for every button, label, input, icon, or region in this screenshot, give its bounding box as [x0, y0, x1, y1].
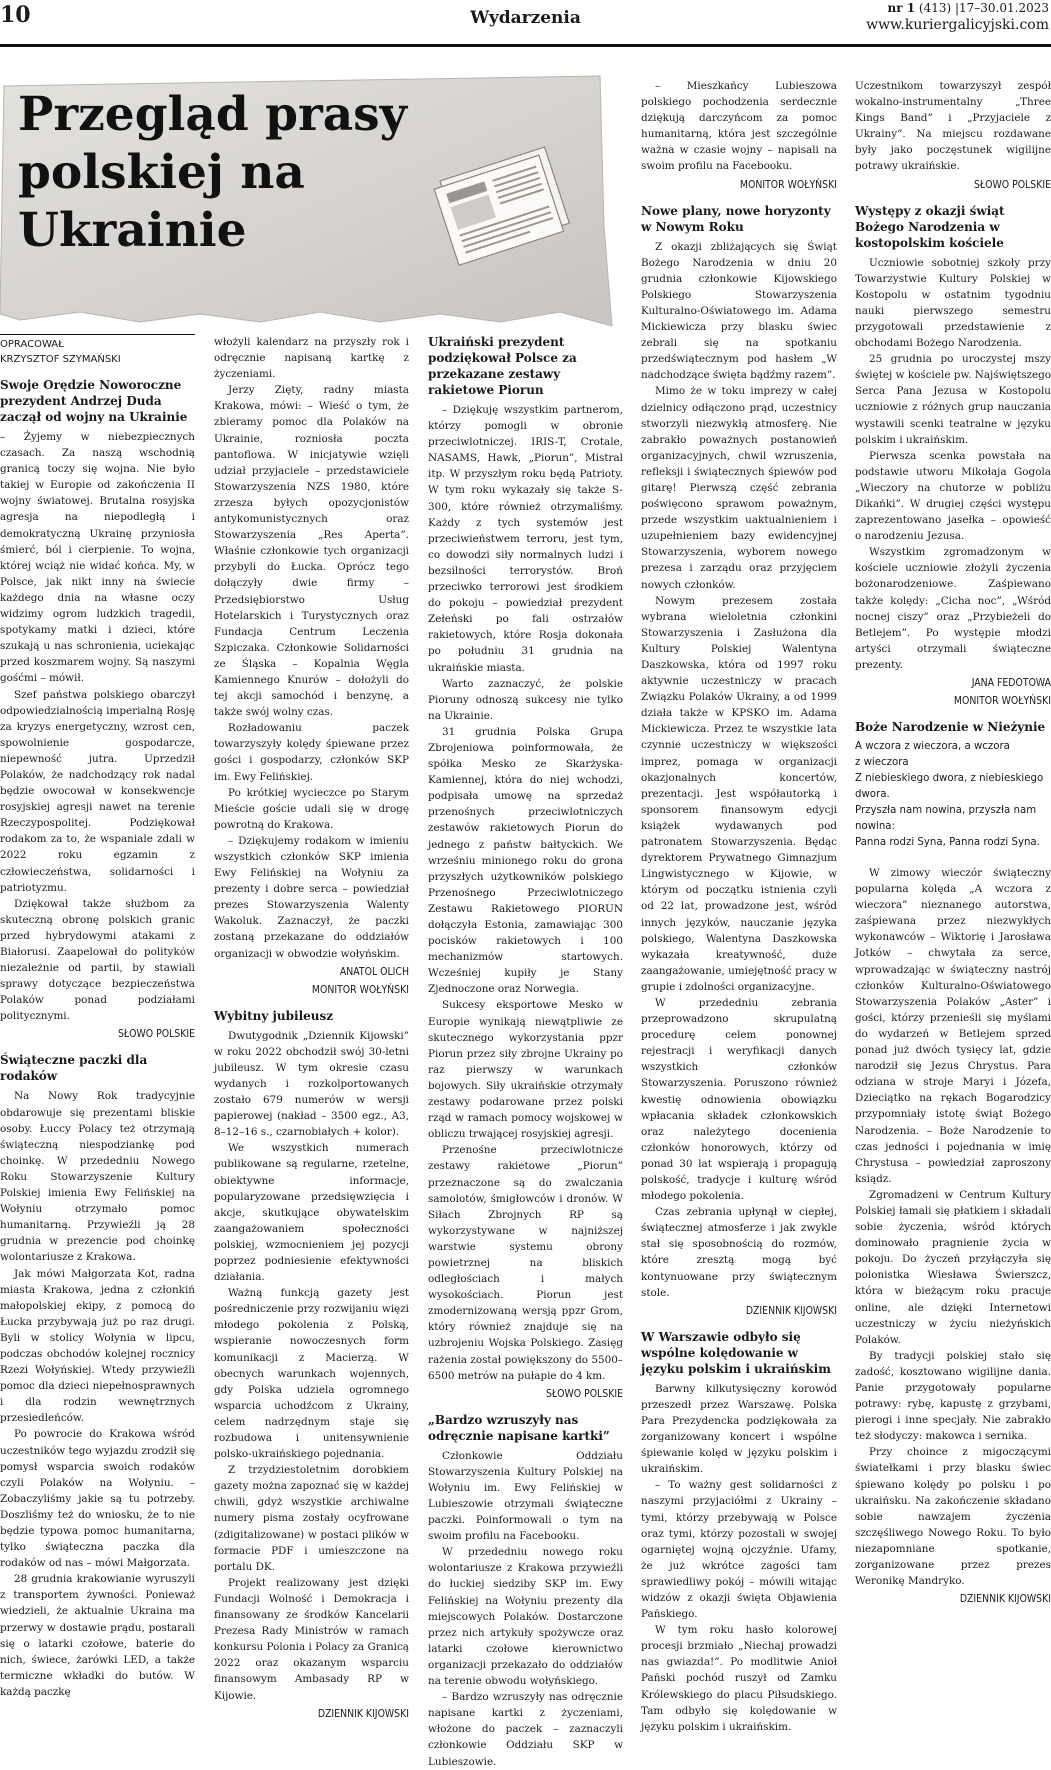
paragraph: Z trzydziestoletnim dorobkiem gazety można zapoznać się w każdej chwili, gdyż wszystkie archiwalne numery pisma zostały ocyfrowane (zdigitalizowane) w postaci plików w formacie PDF i umieszczone na portalu DK.: [214, 1464, 409, 1573]
source-signature: SŁOWO POLSKIE: [117, 1028, 195, 1041]
poem-line: Panna rodzi Syna, Panna rodzi Syna.: [855, 837, 1040, 848]
article-title: W Warszawie odbyło się wspólne kolędowanie w języku polskim i ukraińskim: [641, 1329, 831, 1376]
byline-author: KRZYSZTOF SZYMAŃSKI: [0, 354, 121, 365]
paragraph: Warto zaznaczyć, że polskie Pioruny odnoszą sukcesy nie tylko na Ukrainie.: [428, 677, 623, 722]
article-title: Nowe plany, nowe horyzonty w Nowym Roku: [641, 203, 831, 234]
issue-number: nr 1: [887, 1, 916, 15]
paragraph: Zgromadzeni w Centrum Kultury Polskiej łamali się płatkiem i składali sobie życzenia, wśród których dominowało pragnienie życia w pokoju. Do życzeń przyłączyła się polonistka Wiesława Świerszcz, która w bieżącym roku pracuje online, ale dzięki Internetowi uczestniczy w życiu nieżyńskich Polaków.: [855, 1188, 1051, 1346]
article-title: Wybitny jubileusz: [214, 1008, 334, 1023]
column-2: [214, 334, 409, 1720]
paragraph: Pierwsza scenka powstała na podstawie utworu Mikołaja Gogola „Wieczory na chutorze w pobliżu Dikańki”. W drugiej części występu zaprezentowano jasełka – opowieść o narodzeniu Jezusa.: [855, 449, 1051, 543]
paragraph: Dziękował także służbom za skuteczną obronę polskich granic przed hybrydowymi atakami z Białorusi. Zaapelował do polityków niezależnie od partii, by stawiali sprawy dotyczące bezpieczeństwa Polaków ponad podziałami politycznymi.: [0, 897, 195, 1023]
source-signature: MONITOR WOŁYŃSKI: [739, 178, 837, 191]
article-title: Ukraiński prezydent podziękował Polsce za przekazane zestawy rakietowe Piorun: [428, 335, 577, 397]
paragraph: Nowym prezesem została wybrana wieloletnia członkini Stowarzyszenia i Zasłużona dla Kultury Polskiej Walentyna Daszkowska, która od 1997 roku aktywnie uczestniczy w pracach Związku Polaków Ukrainy, a od 1999 działa także w KPSKO im. Adama Mickiewicza. Przez te wszystkie lata czynnie uczestniczy w większości imprez, pomaga w organizacji okazjonalnych koncertów, prezentacji. Jest współautorką i sponsorem finansowym edycji książek wydawanych pod patronatem Stowarzyszenia. Będąc dyrektorem Prywatnego Gimnazjum Lingwistycznego w Kijowie, w którym od początku istnienia czyli od 22 lat, prowadzone jest, wśród innych języków, nauczanie języka polskiego, Walentyna Daszkowska wykazała kreatywność, duże zaangażowanie, umiejętność pracy w grupie i zdolności organizacyjne.: [641, 594, 837, 993]
column-5: [855, 78, 1051, 1634]
paragraph: Barwny kilkutysięczny korowód przeszedł przez Warszawę. Polska Para Prezydencka podziękowała za zorganizowany koncert i wspólne śpiewanie kolęd w języku polskim i ukraińskim.: [641, 1382, 837, 1476]
paragraph: Czas zebrania upłynął w ciepłej, świątecznej atmosferze i jak zwykle stał się sposobnością do rozmów, które zresztą mogą być kontynuowane przy świątecznym stole.: [641, 1206, 837, 1299]
paragraph: Ważną funkcją gazety jest pośredniczenie przy rozwijaniu więzi młodego pokolenia z Polską, wspieranie nowoczesnych form komunikacji z Macierzą. W obecnych warunkach wojennych, gdy Polska udziela ogromnego wsparcia uchodźcom z Ukrainy, celem nadrzędnym staje się rozbudowa i unitensywnienie polsko-ukraińskiego pojednania.: [214, 1287, 409, 1461]
article-title: Świąteczne paczki dla rodaków: [0, 1053, 148, 1084]
paragraph: włożyli kalendarz na przyszły rok i odręcznie napisaną kartkę z życzeniami.: [214, 336, 409, 381]
article-title: Swoje Orędzie Noworoczne prezydent Andrzej Duda zaczął od wojny na Ukrainie: [0, 378, 188, 424]
paragraph: Rozładowaniu paczek towarzyszyły kolędy śpiewane przez gości i gospodarzy, członków SKP im. Ewy Felińskiej.: [214, 722, 409, 783]
byline-label: OPRACOWAŁ: [0, 339, 64, 350]
paragraph: Mimo że w toku imprezy w całej dzielnicy odłączono prąd, uczestnicy stworzyli niezwykłą atmosferę. Nie zabrakło poważnych postanowień organizacyjnych, chwil wzruszenia, refleksji i świątecznych śpiewów pod gitarę! Pierwszą część zebrania poświęcono sprawom poważnym, przede wszystkim uaktualnieniem i uzupełnieniem bazy ewidencyjnej Stowarzyszenia, wyborem nowego prezesa i zarządu oraz przyjęciem nowych członków.: [641, 385, 837, 591]
paragraph: Szef państwa polskiego obarczył odpowiedzialnością imperialną Rosję za kryzys energetyczny, wzrost cen, spowolnienie gospodarcze, niepewność jutra. Uprzedził Polaków, że nadchodzący rok nadal będzie owocował w konsekwencje rosyjskiej agresji nawet na terenie Rzeczypospolitej. Podziękował rodakom za to, że wspaniale zdali w 2022 roku egzamin z człowieczeństwa, solidarności i patriotyzmu.: [0, 688, 195, 894]
paragraph: 31 grudnia Polska Grupa Zbrojeniowa poinformowała, że spółka Mesko ze Skarżyska-Kamiennej, która do niej wchodzi, podpisała umowę na sprzedaż przenośnych przeciwlotniczych zestawów rakietowych Piorun do jednego z państw bałtyckich. We wrześniu minionego roku do grona przyszłych użytkowników polskiego Przenośnego Przeciwlotniczego Zestawu Rakietowego PIORUN dołączyła Estonia, zamawiając 300 pocisków rakietowych i 100 mechanizmów startowych. Wcześniej kupiły je Stany Zjednoczone oraz Norwegia.: [428, 725, 623, 996]
source-signature: SŁOWO POLSKIE: [973, 178, 1051, 191]
paragraph: Projekt realizowany jest dzięki Fundacji Wolność i Demokracja i finansowany ze środków Kancelarii Prezesa Rady Ministrów w ramach konkursu Polonia i Polacy za Granicą 2022 oraz okazanym wsparciu finansowym Ambasady RP w Kijowie.: [214, 1576, 409, 1702]
paragraph: Uczestnikom towarzyszył zespół wokalno-instrumentalny „Three Kings Band” i „Przyjaciele z Ukrainy”. Na miejscu rozdawane były jako poczęstunek wigilijne potrawy ukraińskie.: [855, 80, 1051, 173]
paragraph: – Żyjemy w niebezpiecznych czasach. Za naszą wschodnią granicą toczy się wojna. Nie było takiej w Europie od zakończenia II wojny światowej. Brutalna rosyjska agresja na niepodległą i demokratyczną Ukrainę przyniosła śmierć, ból i cierpienie. To wojna, której wciąż nie widać końca. My, w Polsce, jak nikt inny na świecie każdego dnia na własne oczy widzimy ogrom ludzkich tragedii, spotykamy matki i dzieci, które szukają u nas schronienia, uciekając przed koszmarem wojny. Są naszymi gośćmi – mówił.: [0, 431, 195, 685]
byline: [0, 334, 195, 367]
paragraph: – Bardzo wzruszyły nas odręcznie napisane kartki z życzeniami, włożone do paczek – zaznaczyli członkowie Oddziału SKP w Lubieszowie.: [428, 1691, 623, 1768]
paragraph: W tym roku hasło kolorowej procesji brzmiało „Niechaj prowadzi nas gwiazda!”. Po modlitwie Anioł Pański pochód ruszył od Zamku Królewskiego do placu Piłsudskiego. Tam odbyło się kolędowanie w języku polskim i ukraińskim.: [641, 1624, 837, 1733]
paragraph: Uczniowie sobotniej szkoły przy Towarzystwie Kultury Polskiej w Kostopolu w ostatnim tygodniu nauki pierwszego semestru przygotowali przedstawienie z obchodami Bożego Narodzenia.: [855, 256, 1051, 350]
article-title: „Bardzo wzruszyły nas odręcznie napisane kartki”: [428, 1412, 610, 1443]
paragraph: Członkowie Oddziału Stowarzyszenia Kultury Polskiej na Wołyniu im. Ewy Felińskiej w Lubieszowie otrzymali świąteczne paczki. Poinformowali o tym na swoim profilu na Facebooku.: [428, 1449, 623, 1543]
poem-line: Przyszła nam nowina, przyszła nam: [855, 805, 1037, 816]
issue-info: [866, 0, 1049, 34]
source-signature: DZIENNIK KIJOWSKI: [959, 1593, 1051, 1606]
paragraph: By tradycji polskiej stało się zadość, kosztowano wigilijne dania. Panie przygotowały popularne potrawy: rybę, kapustę z grzybami, pierogi i inne specjały. Nie zabrakło też słodyczy: makowca i sernika.: [855, 1349, 1051, 1443]
paragraph: Przenośne przeciwlotnicze zestawy rakietowe „Piorun” przeznaczone są do zwalczania samolotów, śmigłowców i dronów. W Siłach Zbrojnych RP są wykorzystywane w najniższej warstwie systemu obrony powietrznej na bliskich odległościach i małych wysokościach. Piorun jest zmodernizowaną wersją ppzr Grom, który również znajduje się na uzbrojeniu Wojska Polskiego. Zasięg rażenia został powiększony do 5500–6500 metrów na pułapie do 4 km.: [428, 1144, 623, 1382]
main-title: Przegląd prasy polskiej na Ukrainie: [18, 87, 407, 258]
paragraph: We wszystkich numerach publikowane są regularne, rzetelne, obiektywne informacje, popularyzowane przedsięwzięcia i akcje, skutkujące obywatelskim zaangażowaniem społeczności polskiej, wzmocnieniem jej pozycji poprzez podniesienie efektywności działania.: [214, 1142, 409, 1284]
paragraph: W przededniu nowego roku wolontariusze z Krakowa przywieźli do łuckiej siedziby SKP im. Ewy Felińskiej na Wołyniu prezenty dla miejscowych Polaków. Dostarczone przez nich artykuły spożywcze oraz latarki czołowe kierownictwo organizacji przekazało do oddziałów na terenie obwodu wołyńskiego.: [428, 1546, 623, 1688]
paragraph: 28 grudnia krakowianie wyruszyli z transportem żywności. Ponieważ wiedzieli, że aktualnie Ukraina ma przerwy w dostawie prądu, postarali się o latarki czołowe, baterie do nich, świece, żarówki LED, a także termiczne wkładki do butów. W każdą paczkę: [0, 1573, 195, 1698]
title-banner: [0, 76, 622, 328]
paragraph: – Dziękuję wszystkim partnerom, którzy pomogli w obronie przeciwlotniczej. IRIS-T, Crotale, NASAMS, Hawk, „Piorun”, Mistral itp. W przyszłym roku będą Patrioty. W tym roku wykazały się także S-300, które również otrzymaliśmy. Każdy z tych systemów jest przeciwieństwem terroru, jest tym, co dowodzi siły normalnych ludzi i bezsilności terrorystów. Broń przeciwko terrorowi jest środkiem do pokoju – powiedział prezydent Zełeński po fali ostrzałów rakietowych, które Rosja dokonała po południu 31 grudnia na ukraińskie miasta.: [428, 404, 623, 674]
source-signature: DZIENNIK KIJOWSKI: [317, 1707, 409, 1720]
article-title: Boże Narodzenie w Nieżynie: [855, 720, 1046, 734]
column-3: [428, 334, 623, 1768]
paragraph: W zimowy wieczór świąteczny popularna kolęda „A wczora z wieczora” nieznanego autorstwa, zaśpiewana przez niezwykłych wykonawców – Wiktorię i Jarosława Jotków – chwytała za serce, wprowadzając w świąteczny nastrój członków Kulturalno-Oświatowego Stowarzyszenia Polaków „Aster” i gości, którzy przenieśli się myślami do wydarzeń w Betlejem sprzed ponad już dwóch tysięcy lat, gdzie narodził się Jezus Chrystus. Para odziana w stroje Maryi i Józefa, Dzieciątko na rękach Bogarodzicy przypomniały istotę świąt Bożego Narodzenia. – Boże Narodzenie to czas jedności i pojednania w imię Chrystusa – powiedział zaproszony ksiądz.: [855, 867, 1051, 1185]
column-4: [641, 78, 837, 1733]
poem-line: nowina:: [855, 821, 895, 832]
poem: [855, 739, 1051, 851]
paragraph: – Dziękujemy rodakom w imieniu wszystkich członków SKP imienia Ewy Felińskiej na Wołyniu za prezenty i dobre serca – powiedział prezes Stowarzyszenia Walenty Wakoluk. Zaznaczył, że paczki zostaną przekazane do oddziałów organizacji w obwodzie wołyńskim.: [214, 834, 409, 960]
poem-line: dwora.: [855, 789, 890, 800]
source-signature: DZIENNIK KIJOWSKI: [745, 1304, 837, 1317]
paragraph: 25 grudnia po uroczystej mszy świętej w kościele pw. Najświętszego Serca Pana Jezusa w Kostopolu uczniowie z różnych grup nauczania wystawili scenki teatralne w języku polskim i ukraińskim.: [855, 353, 1051, 446]
source-signature: SŁOWO POLSKIE: [545, 1387, 623, 1400]
source-signature: MONITOR WOŁYŃSKI: [953, 695, 1051, 707]
issue-date: (413) |17–30.01.2023: [915, 1, 1049, 15]
paragraph: Na Nowy Rok tradycyjnie obdarowuje się prezentami bliskie osoby. Łuccy Polacy też otrzymają świąteczną niespodziankę pod choinkę. W przededniu Nowego Roku Stowarzyszenie Kultury Polskiej imienia Ewy Felińskiej na Wołyniu otrzymało pomoc humanitarną. Przywieźli ją 28 grudnia w prezencie pod choinkę wolontariusze z Krakowa.: [0, 1090, 195, 1264]
author-signature: ANATOL OLICH: [339, 965, 409, 978]
poem-line: z wieczora: [855, 757, 909, 768]
site-url[interactable]: www.kuriergalicyjski.com: [866, 17, 1049, 33]
paragraph: Sukcesy eksportowe Mesko w Europie wynikają niewątpliwie ze skutecznego wykorzystania ppzr Piorun przez siły zbrojne Ukrainy po raz pierwszy w warunkach bojowych. Siły ukraińskie otrzymały zestawy podarowane przez polski rząd w ramach pomocy wojskowej w obliczu trwającej rosyjskiej agresji.: [428, 999, 623, 1141]
column-1: [0, 334, 195, 1698]
paragraph: – Mieszkańcy Lubieszowa polskiego pochodzenia serdecznie dziękują darczyńcom za pomoc humanitarną, która jest szczególnie ważna w czasie wojny – napisali na swoim profilu na Facebooku.: [641, 80, 837, 173]
page-number: 10: [0, 2, 31, 28]
author-signature: JANA FEDOTOWA: [971, 677, 1051, 689]
poem-line: Z niebieskiego dwora, z niebieskiego: [855, 773, 1044, 784]
paragraph: Po krótkiej wycieczce po Starym Mieście goście udali się w drogę powrotną do Krakowa.: [214, 786, 409, 831]
paragraph: Wszystkim zgromadzonym w kościele uczniowie złożyli życzenia bożonarodzeniowe. Zaśpiewano także kolędy: „Cicha noc”, „Wśród nocnej ciszy” oraz „Przybieżeli do Betlejem”. Po występie młodzi artyści otrzymali świąteczne prezenty.: [855, 546, 1051, 671]
paragraph: Jerzy Zięty, radny miasta Krakowa, mówi: – Wieść o tym, że zbieramy pomoc dla Polaków na Ukrainie, rozniosła poczta pantoflowa. W inicjatywie wzięli udział przyjaciele – przedstawiciele Stowarzyszenia NZS 1980, które zrzesza byłych opozycjonistów antykomunistycznych oraz Stowarzyszenia „Res Aperta”. Właśnie członkowie tych organizacji przybyli do Łucka. Oprócz tego dołączyły dwie firmy – Przedsiębiorstwo Usług Hotelarskich i Turystycznych oraz Fundacja Centrum Leczenia Szpiczaka. Członkowie Solidarności ze Śląska – Kopalnia Węgla Kamiennego Knurów – dołożyli do tej akcji samochód i benzynę, a także swój wolny czas.: [214, 384, 409, 719]
paragraph: Dwutygodnik „Dziennik Kijowski” w roku 2022 obchodził swój 30-letni jubileusz. W tym okresie czasu wydanych i rozkolportowanych zostało 679 numerów w wersji papierowej (nakład – 3500 egz., A3, 8–12–16 s., czarnobiałych + kolor).: [214, 1029, 409, 1139]
paragraph: Jak mówi Małgorzata Kot, radna miasta Krakowa, jedna z członkiń małopolskiej ekipy, z pomocą do Łucka przybywają już po raz drugi. Byli w stolicy Wołynia w lipcu, podczas obchodów kolejnej rocznicy Rzezi Wołyńskiej. Wtedy przywieźli pomoc dla dzieci niepełnosprawnych i dla rodzin wewnętrznych przesiedleńców.: [0, 1267, 195, 1425]
paragraph: – To ważny gest solidarności z naszymi przyjaciółmi z Ukrainy – tymi, którzy przebywają w Polsce oraz tymi, którzy pozostali w swojej ogarniętej wojną ojczyźnie. Ufamy, że już wkrótce zagości tam sprawiedliwy pokój – mówili witając widzów z okazji święta Objawienia Pańskiego.: [641, 1479, 837, 1621]
paragraph: Z okazji zbliżających się Świąt Bożego Narodzenia w dniu 20 grudnia członkowie Kijowskiego Polskiego Stowarzyszenia Kulturalno-Oświatowego im. Adama Mickiewicza przy blasku świec zebrali się na spotkaniu przedświątecznym pod hasłem „W nadchodzące święta bądźmy razem”.: [641, 240, 837, 382]
article-title: Występy z okazji świąt Bożego Narodzenia w kostopolskim kościele: [855, 203, 1005, 250]
section-title: Wydarzenia: [470, 8, 581, 28]
page-header: [0, 0, 1051, 47]
paragraph: Po powrocie do Krakowa wśród uczestników tego wyjazdu zrodził się pomysł wsparcia swoich rodaków czyli Polaków na Wołyniu. – Zobaczyliśmy jakie są tu potrzeby. Doszliśmy też do wniosku, że to nie będzie typowa pomoc humanitarna, tylko świąteczna paczka dla rodaków od nas – mówi Małgorzata.: [0, 1428, 195, 1570]
paragraph: Przy choince z migoczącymi światełkami i przy blasku świec śpiewano kolędy po polsku i po ukraińsku. Na zakończenie składano sobie nawzajem życzenia szczęśliwego Nowego Roku. To było niezapomniane spotkanie, zorganizowane przez prezes Weronikę Mandryko.: [855, 1446, 1051, 1588]
paragraph: W przededniu zebrania przeprowadzono skrupulatną procedurę celem ponownej rejestracji i weryfikacji danych wszystkich członków Stowarzyszenia. Poruszono również kwestię odnowienia obowiązku wpłacania składek członkowskich oraz należytego docenienia członków honorowych, którzy od ponad 30 lat wspierają i propagują polskość, tradycje i kulturę wśród młodego pokolenia.: [641, 996, 837, 1203]
source-signature: MONITOR WOŁYŃSKI: [311, 983, 409, 996]
poem-line: A wczora z wieczora, a wczora: [855, 741, 1010, 752]
